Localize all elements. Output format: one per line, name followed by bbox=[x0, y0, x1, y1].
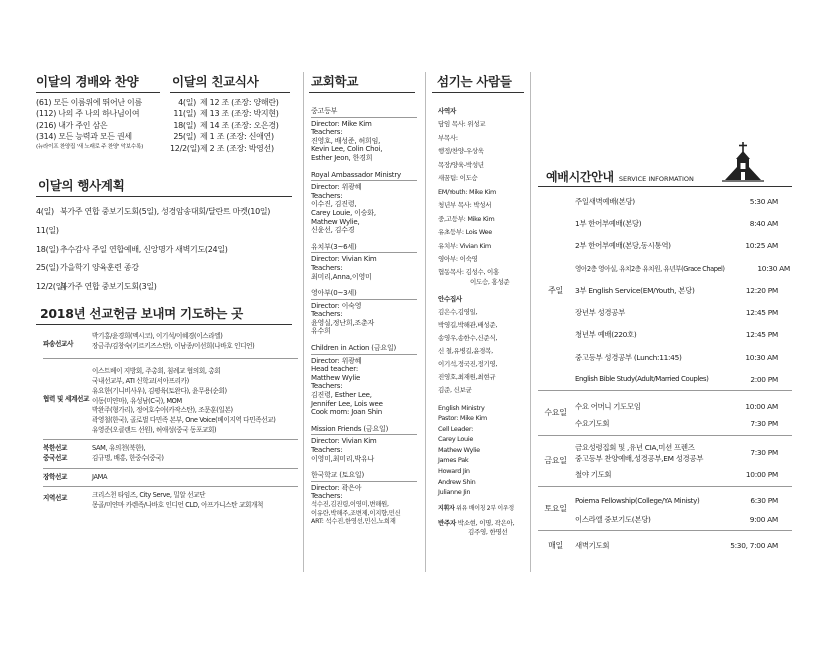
school-line: Esther Jeon, 한경희 bbox=[311, 153, 373, 162]
event-row bbox=[36, 278, 294, 297]
service-time: 9:00 AM bbox=[749, 514, 778, 524]
fellowship-text: 제 2 조 (조장: 박영선) bbox=[200, 143, 274, 153]
school-line: Teachers: bbox=[311, 492, 343, 501]
school-line: Director: 이숙영 bbox=[311, 301, 362, 310]
service-row bbox=[538, 391, 792, 413]
fellowship-date: 4(일) bbox=[178, 98, 196, 107]
event-date: 18(일) bbox=[36, 244, 59, 254]
service-time: 12:20 PM bbox=[745, 285, 778, 295]
service-day: 수요일 bbox=[538, 391, 573, 436]
mission-line: JAMA bbox=[92, 468, 298, 487]
school-section-title: 중고등부 bbox=[311, 107, 417, 118]
mission-line: 박완주(형가리), 정여호수아(카작스탄), 조문훈(일본) bbox=[92, 406, 233, 415]
deacon-line: 박영길,박해관,배성준, bbox=[438, 320, 498, 329]
school-section-title: Children in Action (금요일) bbox=[311, 344, 417, 355]
service-rule bbox=[538, 186, 792, 187]
worship-item: (112) 나의 주 나의 하나님이여 bbox=[36, 109, 140, 119]
worship-heading: 이달의 경배와 찬양 bbox=[36, 74, 139, 89]
conductor-text: 위유 배이칭 2부 이우정 bbox=[456, 504, 514, 512]
missions-rule bbox=[36, 324, 292, 325]
column-divider bbox=[425, 72, 426, 572]
deacon-line: 송영우,송한수,신준식, bbox=[438, 333, 498, 342]
fellowship-row bbox=[170, 97, 292, 108]
english-line: Howard Jin bbox=[438, 467, 470, 476]
events-heading: 이달의 행사계획 bbox=[38, 178, 125, 193]
school-line: 유수희 bbox=[311, 327, 331, 336]
missions-table bbox=[43, 326, 298, 511]
service-row bbox=[538, 279, 792, 301]
servers-rule bbox=[432, 92, 524, 93]
school-line: Director: Vivian Kim bbox=[311, 437, 377, 446]
deacon-line: 신 철,유병길,윤경복, bbox=[438, 346, 493, 355]
event-date: 11(일) bbox=[36, 225, 59, 235]
school-line: 이수진, 김진령, bbox=[311, 200, 357, 209]
fellowship-rule bbox=[170, 92, 290, 93]
school-section-title: 영아부(0~3세) bbox=[311, 289, 417, 300]
service-name: 영아2층 영아실, 유치2층 유치원, 유년부(Grace Chapel) bbox=[575, 265, 725, 274]
school-heading: 교회학교 bbox=[311, 74, 359, 89]
service-name: 새벽기도회 bbox=[573, 531, 729, 561]
fellowship-date: 18(일) bbox=[173, 120, 196, 130]
service-name: 금요성령집회 및 ,유년 CIA,미션 프렌즈 중고등부 찬양예배,성경공부,EM 성경공부 bbox=[573, 435, 729, 464]
servers-list bbox=[438, 107, 530, 537]
service-time: 10:30 AM bbox=[757, 263, 790, 273]
fellowship-date: 25(일) bbox=[173, 132, 196, 142]
english-line: Mathew Wylie bbox=[438, 445, 480, 454]
conductor-label: 지휘자 bbox=[438, 504, 455, 512]
english-line: James Pak bbox=[438, 456, 469, 465]
school-line: Teachers: bbox=[311, 310, 343, 319]
accompanist-line: 김주영, 한명선 bbox=[468, 527, 508, 536]
staff-line: 청년부 목사: 박성서 bbox=[438, 201, 492, 209]
school-rule bbox=[309, 92, 415, 93]
event-date: 25(일) bbox=[36, 263, 59, 273]
service-row bbox=[538, 368, 792, 390]
school-section-title: Royal Ambassador Ministry bbox=[311, 171, 417, 182]
staff-title: 사역자 bbox=[438, 107, 456, 115]
school-line: 윤영실,정난희,조춘자 bbox=[311, 318, 375, 327]
mission-line: 박기홍/윤경희(멕시코), 이기석/이혜경(이스라엘) bbox=[92, 332, 223, 340]
deacons-title: 안수집사 bbox=[438, 294, 462, 303]
school-line: 진영호, 배성준, 허희임, bbox=[311, 136, 381, 145]
worship-list bbox=[36, 97, 143, 152]
event-text: 북가주 연합 중보기도회(3일) bbox=[60, 282, 157, 292]
school-line: Director: 위광혜 bbox=[311, 356, 362, 365]
service-row bbox=[538, 235, 792, 257]
service-row bbox=[538, 212, 792, 234]
school-line: Mathew Wylie, bbox=[311, 217, 360, 226]
service-name: Poiema Fellowship(College/YA Ministy) bbox=[573, 486, 729, 508]
english-line: Andrew Shin bbox=[438, 477, 476, 486]
event-row bbox=[36, 259, 294, 278]
service-time: 8:40 AM bbox=[749, 218, 778, 228]
fellowship-date: 11(일) bbox=[173, 109, 196, 119]
fellowship-row bbox=[170, 108, 292, 119]
staff-line: 유치부: Vivian Kim bbox=[438, 241, 491, 250]
service-time: 7:30 PM bbox=[729, 435, 792, 464]
staff-line: 협동목사: 김성수, 이홍 bbox=[438, 267, 499, 276]
church-icon bbox=[722, 140, 764, 184]
school-line: 이유란,박해주,조변제,이지향,민신 bbox=[311, 509, 401, 517]
event-row bbox=[36, 241, 294, 260]
fellowship-text: 제 12 조 (조장: 양해란) bbox=[200, 98, 279, 107]
school-line: Director: Mike Kim bbox=[311, 119, 372, 128]
fellowship-heading: 이달의 친교식사 bbox=[172, 74, 259, 89]
mission-row bbox=[43, 359, 298, 377]
mission-line: 장금주/김창숙(키르키즈스탄), 이남종/이선희(나바호 인디언) bbox=[92, 341, 255, 350]
school-line: Teachers: bbox=[311, 263, 343, 272]
english-line: English Ministry bbox=[438, 403, 485, 412]
staff-line: 이도승, 홍성준 bbox=[470, 277, 510, 286]
events-rule bbox=[36, 196, 292, 197]
accompanist-text: 박소현, 이명, 곽은아, bbox=[457, 518, 515, 527]
mission-label: 지역선교 bbox=[43, 487, 92, 511]
fellowship-row bbox=[170, 143, 292, 154]
service-time: 10:00 PM bbox=[745, 470, 778, 480]
service-row bbox=[538, 435, 792, 464]
mission-row bbox=[43, 487, 298, 501]
service-row bbox=[538, 324, 792, 346]
fellowship-date: 12/2(일) bbox=[170, 143, 200, 153]
service-name: 수요기도회 bbox=[575, 419, 610, 429]
school-line: Teachers: bbox=[311, 446, 343, 454]
service-name: 3부 English Service(EM/Youth, 본당) bbox=[575, 285, 695, 295]
mission-row bbox=[43, 440, 298, 454]
service-name: 청년부 예배(220호) bbox=[575, 330, 637, 340]
mission-label: 협력 및 세계선교 bbox=[43, 359, 92, 440]
column-divider bbox=[303, 72, 304, 572]
school-line: Head teacher: bbox=[311, 365, 358, 374]
school-line: Jennifer Lee, Lois wee bbox=[311, 399, 383, 408]
mission-line: 유영준(오클랜드 선원), 허애성(중국 동포교회) bbox=[92, 425, 217, 434]
school-line: 최미리,Anna,이영미 bbox=[311, 272, 372, 281]
service-name: 수요 어머니 기도모임 bbox=[573, 391, 729, 413]
school-line: 김진령, Esther Lee, bbox=[311, 391, 372, 400]
school-line: 이영미,최미리,박유나 bbox=[311, 454, 375, 463]
service-row bbox=[538, 531, 792, 561]
school-section-title: Mission Friends (금요일) bbox=[311, 425, 417, 436]
service-row bbox=[538, 346, 792, 368]
staff-line: 새꿈팀: 이도승 bbox=[438, 174, 478, 182]
english-line: Julianne Jin bbox=[438, 488, 471, 497]
service-name: 1부 한어부예배(본당) bbox=[575, 218, 642, 228]
staff-line: 행정/찬양-우상욱 bbox=[438, 147, 484, 155]
fellowship-text: 제 13 조 (조장: 박지현) bbox=[200, 109, 279, 119]
mission-label: 장학선교 bbox=[43, 468, 92, 487]
school-line: Teachers: bbox=[311, 128, 343, 137]
school-line: Director: 위광혜 bbox=[311, 183, 362, 192]
fellowship-text: 제 1 조 (조장: 신애연) bbox=[200, 132, 274, 142]
school-line: ART: 석수진,한영선,민신,노희재 bbox=[311, 518, 396, 526]
school-line: Director: Vivian Kim bbox=[311, 255, 377, 264]
fellowship-row bbox=[170, 120, 292, 131]
school-line: Carey Louie, 이승화, bbox=[311, 208, 376, 217]
service-time: 10:25 AM bbox=[745, 241, 778, 251]
deacon-line: 진영호,최재원,최현규 bbox=[438, 372, 496, 381]
staff-line: 담임 목사: 위성교 bbox=[438, 120, 486, 128]
event-row bbox=[36, 203, 294, 222]
service-heading-wrap bbox=[546, 166, 694, 185]
service-day: 토요일 bbox=[538, 486, 573, 531]
school-line: Matthew Wylie bbox=[311, 373, 361, 382]
school-list bbox=[311, 107, 417, 527]
service-row bbox=[538, 486, 792, 508]
mission-row bbox=[43, 454, 298, 468]
fellowship-text: 제 14 조 (조장: 오은경) bbox=[200, 120, 279, 130]
school-line: Teachers: bbox=[311, 191, 343, 200]
event-date: 4(일) bbox=[36, 207, 54, 216]
staff-line: 유초등부: Lois Wee bbox=[438, 228, 492, 236]
service-time: 5:30 AM bbox=[749, 196, 778, 206]
service-name: 장년부 성경공부 bbox=[575, 308, 625, 318]
event-date: 12/2(일) bbox=[36, 282, 66, 292]
service-heading-en: SERVICE INFORMATION bbox=[618, 175, 694, 183]
service-table bbox=[538, 190, 792, 561]
deacon-line: 김준, 신보균 bbox=[438, 385, 472, 394]
school-line: 신윤선, 김수경 bbox=[311, 226, 355, 235]
event-text: 추수감사 주일 연합예배, 신앙명가 새벽기도(24일) bbox=[60, 244, 228, 254]
service-time: 5:30, 7:00 AM bbox=[729, 531, 792, 561]
events-list bbox=[36, 203, 294, 297]
event-text: 가을학기 양육훈련 종강 bbox=[60, 263, 139, 273]
service-time: 2:00 PM bbox=[750, 374, 778, 384]
service-row bbox=[538, 257, 792, 279]
column-divider bbox=[530, 72, 531, 572]
event-text: 북가주 연합 중보기도회(5일), 성경암송대회/달란트 마켓(10일) bbox=[60, 207, 271, 216]
accompanist-label: 반주자 bbox=[438, 518, 456, 527]
mission-label: 파송선교사 bbox=[43, 340, 74, 349]
service-day: 주일 bbox=[548, 285, 563, 295]
mission-row bbox=[43, 468, 298, 487]
mission-line: 몽골/미얀마 카렌족/나바호 인디언 CLD, 아프가니스탄 교회개척 bbox=[92, 501, 264, 510]
school-section-title: 한국학교 (토요일) bbox=[311, 471, 417, 482]
worship-rule bbox=[36, 92, 160, 93]
service-row bbox=[538, 301, 792, 323]
service-row bbox=[538, 190, 792, 212]
fellowship-row bbox=[170, 131, 292, 142]
service-name: 이스라엘 중보기도(본당) bbox=[575, 514, 651, 524]
servers-heading: 섬기는 사람들 bbox=[437, 74, 512, 89]
worship-note: (뉴라이프 찬양집 '새 노래로 주 찬양' 악보수록) bbox=[36, 143, 143, 150]
service-time: 7:30 PM bbox=[750, 419, 778, 429]
conductor-line bbox=[438, 504, 530, 513]
service-time: 10:00 AM bbox=[729, 391, 792, 413]
mission-line: SAM, 유의천(북한), bbox=[92, 440, 298, 454]
staff-line: EM/Youth: Mike Kim bbox=[438, 187, 497, 196]
mission-row bbox=[43, 326, 298, 342]
service-day: 매일 bbox=[538, 531, 573, 561]
worship-item: (61) 모든 이름위에 뛰어난 이름 bbox=[36, 98, 142, 107]
service-name: 철야 기도회 bbox=[575, 470, 612, 480]
worship-item: (314) 모든 능력과 모든 권세 bbox=[36, 132, 132, 142]
school-line: Teachers: bbox=[311, 382, 343, 391]
event-row bbox=[36, 222, 294, 241]
mission-line: 크리스천 타임즈, City Serve, 밀알 선교단 bbox=[92, 487, 298, 501]
service-day: 금요일 bbox=[538, 435, 573, 486]
english-line: Cell Leader: bbox=[438, 424, 473, 433]
mission-line: 국내선교부, ATI 신학교(서아프리카) bbox=[92, 377, 189, 386]
staff-line: 부목사: bbox=[438, 133, 458, 142]
deacon-line: 이기석,정국진,정기영, bbox=[438, 359, 498, 368]
service-row bbox=[538, 464, 792, 486]
english-line: Pastor: Mike Kim bbox=[438, 414, 487, 423]
deacon-line: 김은수,김영일, bbox=[438, 307, 478, 316]
service-name: 주일새벽예배(본당) bbox=[575, 196, 635, 206]
service-name: 2부 한어부예배(본당,동시통역) bbox=[575, 241, 671, 251]
fellowship-list bbox=[170, 97, 292, 154]
staff-line: 중,고등부: Mike Kim bbox=[438, 214, 495, 223]
school-line: Director: 곽은아 bbox=[311, 483, 362, 492]
english-line: Carey Louie bbox=[438, 435, 474, 444]
school-section-title: 유치부(3~6세) bbox=[311, 243, 417, 254]
mission-label: 북한선교 bbox=[43, 440, 92, 454]
mission-label: 중국선교 bbox=[43, 454, 68, 463]
school-line: Cook mom: Joan Shin bbox=[311, 408, 382, 417]
staff-line: 목장/양육-박성년 bbox=[438, 160, 484, 169]
service-row bbox=[538, 508, 792, 530]
service-time: 6:30 PM bbox=[729, 486, 792, 508]
mission-line: 곽영철(한국), 골로벌 다민족 본부, One Voice(베이지역 다민족선교) bbox=[92, 415, 276, 424]
service-row bbox=[538, 413, 792, 435]
school-line: 석수진,김진령,이영미,변해원, bbox=[311, 500, 389, 508]
school-line: Kevin Lee, Colin Choi, bbox=[311, 145, 383, 154]
missions-heading: 2018년 선교헌금 보내며 기도하는 곳 bbox=[40, 306, 243, 321]
service-time: 10:30 AM bbox=[745, 352, 778, 362]
mission-line: 김규명, 배홍, 한중수(중국) bbox=[92, 454, 164, 463]
service-name: 중고등부 성경공부 (Lunch:11:45) bbox=[575, 352, 682, 362]
mission-line: 유요한(기니비사우), 김평육(토완다), 윤무용(순회) bbox=[92, 386, 227, 395]
mission-line: 이스트베이 지방회, 주총회, 침례교 협의회, 총회 bbox=[92, 359, 298, 377]
mission-line: 이동(미얀마), 유성남(C국), MOM bbox=[92, 396, 182, 405]
accompanist-line bbox=[438, 519, 530, 528]
service-time: 12:45 PM bbox=[745, 330, 778, 340]
worship-item: (216) 내가 주인 삼은 bbox=[36, 120, 108, 130]
service-heading: 예배시간안내 bbox=[546, 170, 614, 184]
service-name: English Bible Study(Adult/Married Couples) bbox=[575, 375, 709, 384]
service-time: 12:45 PM bbox=[745, 308, 778, 318]
staff-line: 영아부: 이숙영 bbox=[438, 255, 478, 263]
